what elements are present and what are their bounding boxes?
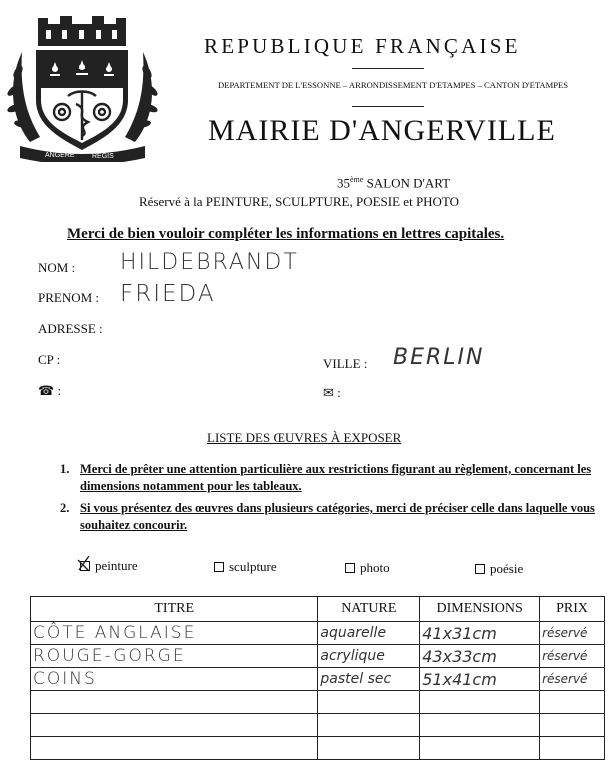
table-row xyxy=(31,691,605,714)
salon-ordinal: ème xyxy=(350,175,364,184)
checkbox-poesie[interactable] xyxy=(475,564,485,574)
row-4-dimensions[interactable] xyxy=(420,691,540,714)
row-6-prix[interactable] xyxy=(540,737,605,760)
town-crest-logo xyxy=(0,12,165,162)
row-3-prix[interactable]: réservé xyxy=(540,668,605,691)
col-titre: TITRE xyxy=(31,597,318,622)
row-3-titre[interactable]: COINS xyxy=(31,668,318,691)
nom-label: NOM : xyxy=(38,260,76,275)
row-2-titre[interactable]: ROUGE-GORGE xyxy=(31,645,318,668)
table-row xyxy=(31,737,605,760)
row-6-titre[interactable] xyxy=(31,737,318,760)
checkmark-icon xyxy=(77,556,91,572)
row-6-nature[interactable] xyxy=(318,737,420,760)
table-row xyxy=(31,645,605,668)
table-row xyxy=(31,622,605,645)
category-sculpture[interactable] xyxy=(214,559,277,575)
prenom-field[interactable]: FRIEDA xyxy=(120,281,216,307)
header-divider-top xyxy=(352,68,424,69)
email-row xyxy=(323,385,341,401)
row-1-dimensions[interactable]: 41x31cm xyxy=(420,622,540,645)
row-1-prix[interactable]: réservé xyxy=(540,622,605,645)
table-row xyxy=(31,668,605,691)
phone-icon: ☎ xyxy=(38,383,55,398)
note-2 xyxy=(60,500,600,534)
checkbox-sculpture[interactable] xyxy=(214,562,224,572)
row-2-nature[interactable]: acrylique xyxy=(318,645,420,668)
table-row xyxy=(31,714,605,737)
category-peinture[interactable] xyxy=(80,558,138,574)
ville-field[interactable]: BERLIN xyxy=(393,345,485,370)
row-5-prix[interactable] xyxy=(540,714,605,737)
phone-colon: : xyxy=(57,383,62,398)
republic-heading: REPUBLIQUE FRANÇAISE xyxy=(204,34,521,58)
category-photo[interactable] xyxy=(345,560,390,576)
works-table-header xyxy=(31,597,605,622)
row-3-dimensions[interactable]: 51x41cm xyxy=(420,668,540,691)
row-5-titre[interactable] xyxy=(31,714,318,737)
category-peinture-label: peinture xyxy=(95,558,138,573)
crest-motto-right: REGIS xyxy=(92,153,114,160)
category-sculpture-label: sculpture xyxy=(229,559,277,574)
row-5-dimensions[interactable] xyxy=(420,714,540,737)
row-4-prix[interactable] xyxy=(540,691,605,714)
works-list-heading: LISTE DES ŒUVRES À EXPOSER xyxy=(207,430,402,445)
col-prix: PRIX xyxy=(540,597,605,622)
works-table xyxy=(30,596,605,760)
envelope-icon: ✉ xyxy=(323,385,334,400)
col-dimensions: DIMENSIONS xyxy=(420,597,540,622)
row-5-nature[interactable] xyxy=(318,714,420,737)
row-2-prix[interactable]: réservé xyxy=(540,645,605,668)
crest-motto-left: ANGERE xyxy=(45,152,75,159)
salon-title xyxy=(337,175,450,191)
row-3-nature[interactable]: pastel sec xyxy=(318,668,420,691)
note-1-text: Merci de prêter une attention particulière aux restrictions figurant au règlement, concernant les dimensions notamment pour les tableaux. xyxy=(80,462,592,493)
mairie-title: MAIRIE D'ANGERVILLE xyxy=(208,114,556,147)
note-1 xyxy=(60,461,600,495)
row-1-nature[interactable]: aquarelle xyxy=(318,622,420,645)
header-divider-bottom xyxy=(352,106,424,107)
category-poesie[interactable] xyxy=(475,561,523,577)
category-poesie-label: poésie xyxy=(490,561,524,576)
prenom-label: PRENOM : xyxy=(38,290,100,305)
checkbox-photo[interactable] xyxy=(345,563,355,573)
phone-row xyxy=(38,383,61,399)
col-nature: NATURE xyxy=(318,597,420,622)
salon-reserved-line: Réservé à la PEINTURE, SCULPTURE, POESIE et PHOTO xyxy=(139,194,460,209)
nom-field[interactable]: HILDEBRANDT xyxy=(120,250,299,275)
note-2-text: Si vous présentez des œuvres dans plusieurs catégories, merci de préciser celle dans laquelle vous souhaitez concourir. xyxy=(80,501,595,532)
row-6-dimensions[interactable] xyxy=(420,737,540,760)
row-4-nature[interactable] xyxy=(318,691,420,714)
cp-label: CP : xyxy=(38,352,61,367)
checkbox-peinture[interactable] xyxy=(80,561,90,571)
category-photo-label: photo xyxy=(360,560,390,575)
salon-name: SALON D'ART xyxy=(363,175,451,191)
salon-number: 35 xyxy=(337,175,350,191)
capitals-instruction: Merci de bien vouloir compléter les informations en lettres capitales. xyxy=(67,226,505,242)
note-2-number: 2. xyxy=(60,501,70,515)
note-1-number: 1. xyxy=(60,462,70,476)
email-colon: : xyxy=(337,385,341,400)
adresse-label: ADRESSE : xyxy=(38,321,103,336)
row-2-dimensions[interactable]: 43x33cm xyxy=(420,645,540,668)
row-4-titre[interactable] xyxy=(31,691,318,714)
ville-label: VILLE : xyxy=(323,356,368,371)
row-1-titre[interactable]: CÔTE ANGLAISE xyxy=(31,622,318,645)
department-line: DEPARTEMENT DE L'ESSONNE – ARRONDISSEMENT D'ETAMPES – CANTON D'ETAMPES xyxy=(218,80,569,90)
